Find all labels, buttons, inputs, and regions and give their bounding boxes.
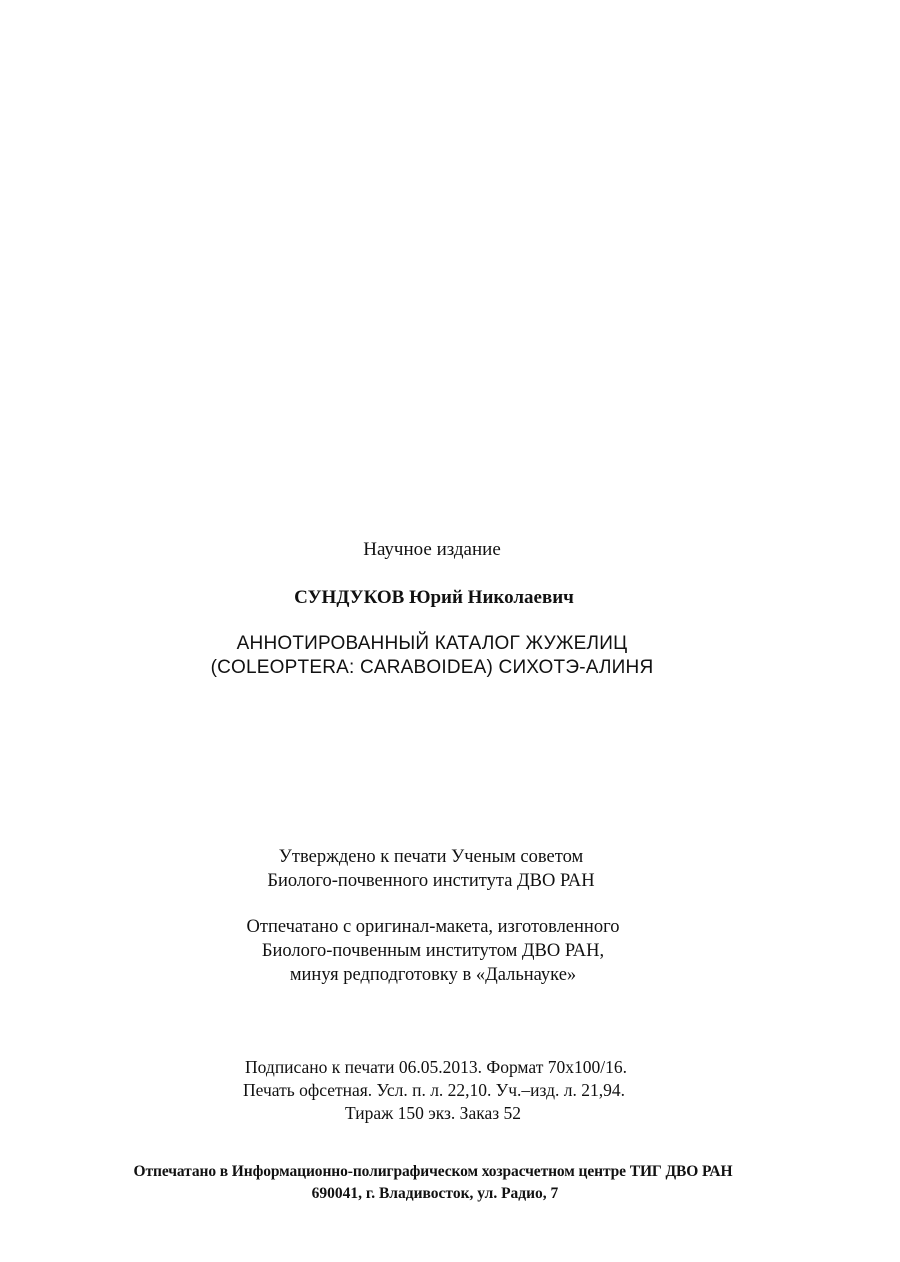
- imprint-line-1: Подписано к печати 06.05.2013. Формат 70x100/16.: [245, 1057, 627, 1077]
- approval-line-1: Утверждено к печати Ученым советом: [278, 847, 584, 867]
- approval-line-2: Биолого-почвенного института ДВО РАН: [267, 871, 595, 891]
- book-title-line-2: (COLEOPTERA: CARABOIDEA) СИХОТЭ-АЛИНЯ: [210, 657, 654, 678]
- imprint-line-3: Тираж 150 экз. Заказ 52: [345, 1103, 521, 1123]
- author-given-names: Юрий Николаевич: [409, 587, 574, 608]
- printer-line-1: Отпечатано в Информационно-полиграфическом хозрасчетном центре ТИГ ДВО РАН: [133, 1163, 733, 1180]
- printing-note-line-3: минуя редподготовку в «Дальнауке»: [289, 965, 577, 985]
- imprint-line-2: Печать офсетная. Усл. п. л. 22,10. Уч.–изд. л. 21,94.: [243, 1080, 625, 1100]
- printer-address: 690041, г. Владивосток, ул. Радио, 7: [311, 1185, 559, 1202]
- printing-note-line-1: Отпечатано с оригинал-макета, изготовленного: [246, 917, 620, 937]
- edition-type: Научное издание: [363, 539, 501, 560]
- author-surname: СУНДУКОВ: [294, 587, 405, 608]
- author-name: [0, 586, 884, 610]
- printing-note-line-2: Биолого-почвенным институтом ДВО РАН,: [261, 941, 605, 961]
- book-title-line-1: АННОТИРОВАННЫЙ КАТАЛОГ ЖУЖЕЛИЦ: [236, 633, 628, 654]
